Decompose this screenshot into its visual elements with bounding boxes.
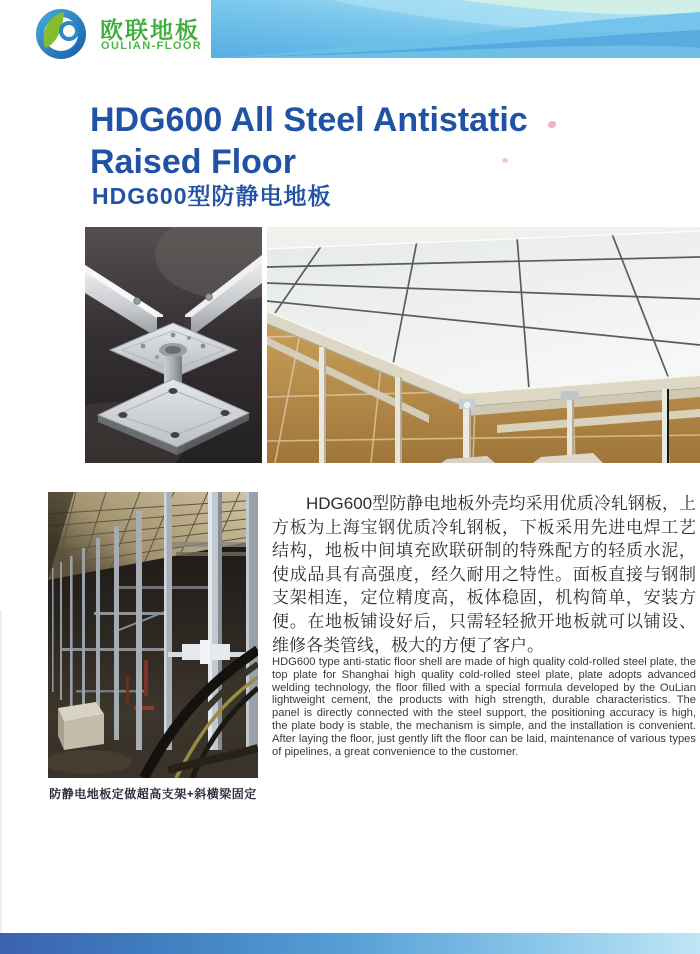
page-title-cn: HDG600型防静电地板 <box>92 183 332 209</box>
page-title-en-line2: Raised Floor <box>90 143 296 181</box>
brand-name-en: OULIAN-FLOOR <box>101 40 203 52</box>
scan-edge-line <box>0 610 2 954</box>
print-speck <box>548 121 556 128</box>
photo-caption: 防静电地板定做超高支架+斜横梁固定 <box>49 787 257 801</box>
brand-logo-icon <box>31 7 93 61</box>
pedestal-closeup-photo <box>85 227 262 463</box>
raised-floor-photo <box>267 227 700 463</box>
paragraph-cn: HDG600型防静电地板外壳均采用优质冷轧钢板，上方板为上海宝钢优质冷轧钢板，下板采用先进电焊工艺结构，地板中间填充欧联研制的特殊配方的轻质水泥，使成品具有高强度，经久耐用之特性。面板直接与钢制支架相连，定位精度高，板体稳固，机构简单，安装方便。在地板铺设好后，只需轻轻掀开地板就可以铺设、维修各类管线，极大的方便了客户。 <box>272 494 696 655</box>
underfloor-pedestals-photo <box>48 492 258 778</box>
print-speck <box>502 158 508 163</box>
brand-name-cn: 欧联地板 <box>100 17 200 43</box>
header-band <box>211 0 700 58</box>
footer-band <box>0 933 700 954</box>
header-band-graphic <box>211 0 700 58</box>
paragraph-en: HDG600 type anti-static floor shell are made of high quality cold-rolled steel plate, the top plate for Shanghai high quality cold-rolled steel plate, plate adopts advanced welding technology, the floor filled with a special formula developed by the OuLian lightweight cement, the products with high strength, durable characteristics. The panel is directly connected with the steel support, the positioning accuracy is high, the plate body is stable, the mechanism is simple, and the installation is convenient. After laying the floor, just gently lift the floor can be laid, maintenance of various types of pipelines, a great convenience to the customer. <box>272 656 696 758</box>
page-title-en-line1: HDG600 All Steel Antistatic <box>90 101 528 139</box>
page-title-en <box>90 99 528 183</box>
